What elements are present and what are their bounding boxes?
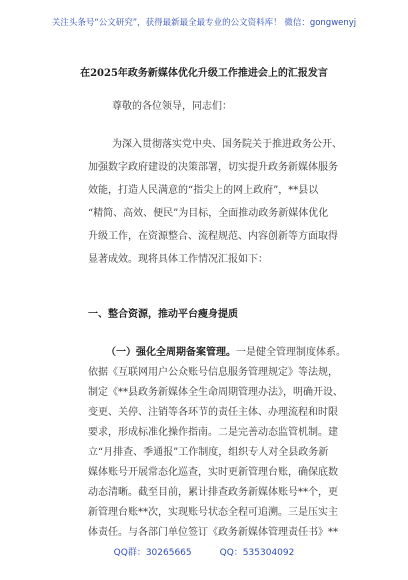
subsection-line: 新管理台账**次，实现账号状态全程可追溯。三是压实主 (88, 507, 338, 518)
footer-qq-group: QQ群：30265665 (113, 548, 192, 558)
intro-line: “精简、高效、便民”为目标，全面推动政务新媒体优化 (88, 208, 329, 219)
subsection-lead: （一）强化全周期备案管理。 (106, 347, 236, 358)
footer-qq: QQ：535304092 (219, 548, 295, 558)
subsection-line: 媒体账号开展常态化巡查，实时更新管理台账，确保底数 (88, 467, 338, 478)
intro-line: 升级工作，在资源整合、流程规范、内容创新等方面取得 (88, 231, 338, 242)
subsection-line: 体责任。与各部门单位签订《政务新媒体管理责任书》** (88, 527, 338, 538)
intro-line: 显著成效。现将具体工作情况汇报如下： (88, 254, 268, 265)
intro-line: 为深入贯彻落实党中央、国务院关于推进政务公开、 (112, 139, 342, 150)
subsection-line: 依据《互联网用户公众账号信息服务管理规定》等法规， (88, 367, 338, 378)
subsection-line: 变更、关停、注销等各环节的责任主体、办理流程和时限 (88, 407, 338, 418)
subsection-first-line (106, 343, 346, 358)
subsection-line: 要求，形成标准化操作指南。二是完善动态监管机制。建 (88, 427, 338, 438)
subsection-first-tail: 一是健全管理制度体系。 (236, 347, 346, 358)
intro-line: 加强数字政府建设的决策部署，切实提升政务新媒体服务 (88, 162, 338, 173)
section-heading: 一、整合资源，推动平台瘦身提质 (88, 309, 238, 320)
subsection-line: 立“月排查、季通报”工作制度，组织专人对全县政务新 (88, 447, 329, 458)
subsection-line: 动态清晰。截至目前，累计排查政务新媒体账号**个，更 (88, 487, 338, 498)
intro-line: 效能，打造人民满意的“指尖上的网上政府”，**县以 (88, 185, 319, 196)
header-promo-note: 关注头条号“公文研究”，获得最新最全最专业的公文资料库！ 微信：gongwenyj (51, 18, 357, 28)
footer-contact (0, 545, 408, 558)
greeting: 尊敬的各位领导，同志们： (112, 101, 232, 112)
document-title: 在2025年政务新媒体优化升级工作推进会上的汇报发言 (80, 68, 328, 79)
subsection-line: 制定《**县政务新媒体全生命周期管理办法》，明确开设、 (88, 387, 343, 398)
